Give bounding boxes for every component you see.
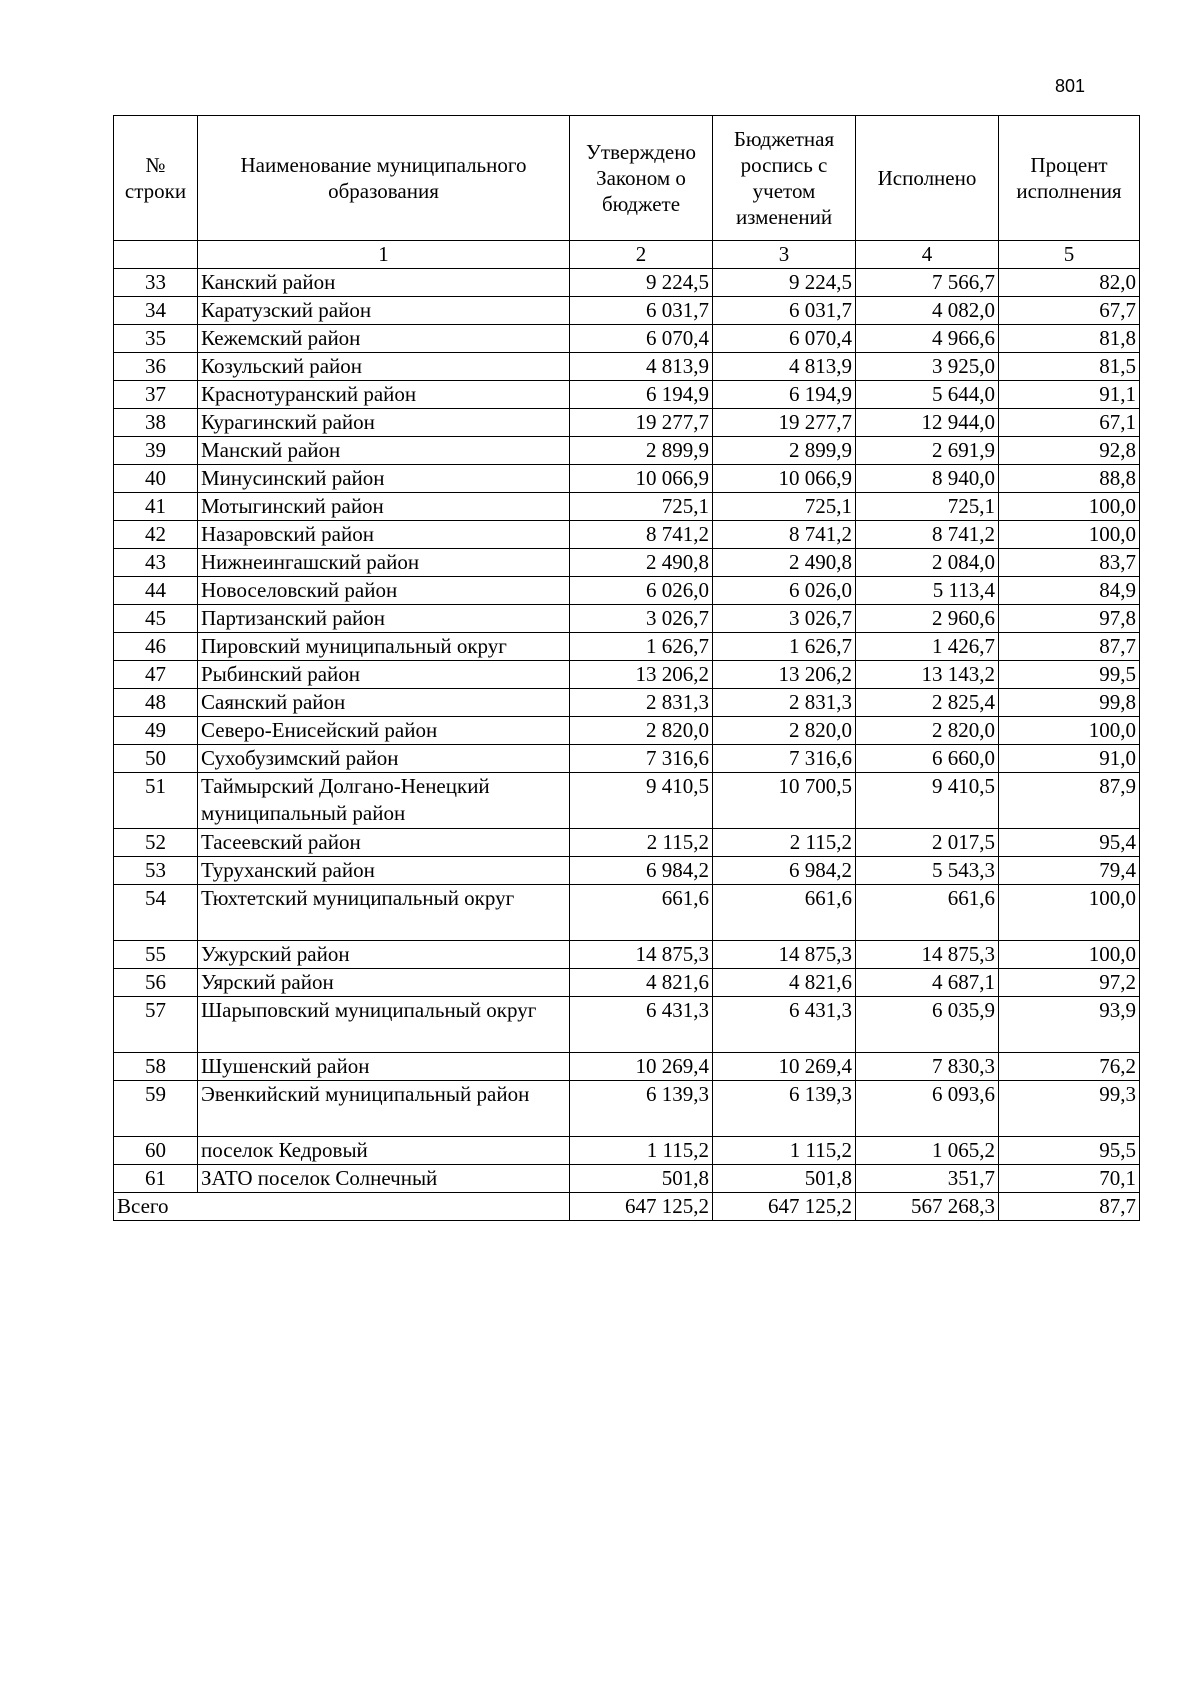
executed-value: 4 082,0 [856, 297, 999, 325]
table-row [114, 381, 1140, 409]
executed-value: 2 820,0 [856, 717, 999, 745]
column-number: 2 [570, 241, 713, 269]
executed-value: 6 035,9 [856, 997, 999, 1053]
executed-value: 7 830,3 [856, 1053, 999, 1081]
percent-value: 87,7 [999, 633, 1140, 661]
executed-value: 4 687,1 [856, 969, 999, 997]
municipality-name: Партизанский район [198, 605, 570, 633]
approved-value: 6 070,4 [570, 325, 713, 353]
percent-value: 79,4 [999, 857, 1140, 885]
percent-value: 81,8 [999, 325, 1140, 353]
approved-value: 2 831,3 [570, 689, 713, 717]
column-number: 1 [198, 241, 570, 269]
municipality-name: Нижнеингашский район [198, 549, 570, 577]
row-number: 44 [114, 577, 198, 605]
schedule-value: 19 277,7 [713, 409, 856, 437]
table-row [114, 325, 1140, 353]
percent-value: 67,1 [999, 409, 1140, 437]
executed-value: 6 093,6 [856, 1081, 999, 1137]
percent-value: 95,5 [999, 1137, 1140, 1165]
row-number: 45 [114, 605, 198, 633]
approved-value: 7 316,6 [570, 745, 713, 773]
approved-value: 4 821,6 [570, 969, 713, 997]
row-number: 33 [114, 269, 198, 297]
municipality-name: Туруханский район [198, 857, 570, 885]
percent-value: 100,0 [999, 717, 1140, 745]
schedule-value: 2 831,3 [713, 689, 856, 717]
approved-value: 10 269,4 [570, 1053, 713, 1081]
row-number: 59 [114, 1081, 198, 1137]
row-number: 48 [114, 689, 198, 717]
municipality-name: Шушенский район [198, 1053, 570, 1081]
approved-value: 6 431,3 [570, 997, 713, 1053]
row-number: 60 [114, 1137, 198, 1165]
row-number: 55 [114, 941, 198, 969]
executed-value: 661,6 [856, 885, 999, 941]
header-name: Наименование муниципального образования [198, 116, 570, 241]
schedule-value: 3 026,7 [713, 605, 856, 633]
table-row [114, 353, 1140, 381]
table-row [114, 269, 1140, 297]
table-row [114, 1137, 1140, 1165]
percent-value: 76,2 [999, 1053, 1140, 1081]
percent-value: 88,8 [999, 465, 1140, 493]
municipality-name: Шарыповский муниципальный округ [198, 997, 570, 1053]
row-number: 51 [114, 773, 198, 829]
schedule-value: 9 224,5 [713, 269, 856, 297]
row-number: 36 [114, 353, 198, 381]
table-row [114, 1081, 1140, 1137]
row-number: 41 [114, 493, 198, 521]
schedule-value: 8 741,2 [713, 521, 856, 549]
percent-value: 99,5 [999, 661, 1140, 689]
executed-value: 12 944,0 [856, 409, 999, 437]
header-percent: Процент исполнения [999, 116, 1140, 241]
schedule-value: 725,1 [713, 493, 856, 521]
header-executed: Исполнено [856, 116, 999, 241]
schedule-value: 2 490,8 [713, 549, 856, 577]
executed-value: 2 084,0 [856, 549, 999, 577]
table-row [114, 1165, 1140, 1193]
approved-value: 14 875,3 [570, 941, 713, 969]
municipality-name: Курагинский район [198, 409, 570, 437]
executed-value: 5 644,0 [856, 381, 999, 409]
percent-value: 87,9 [999, 773, 1140, 829]
schedule-value: 4 821,6 [713, 969, 856, 997]
executed-value: 6 660,0 [856, 745, 999, 773]
schedule-value: 661,6 [713, 885, 856, 941]
percent-value: 67,7 [999, 297, 1140, 325]
approved-value: 3 026,7 [570, 605, 713, 633]
executed-value: 2 960,6 [856, 605, 999, 633]
percent-value: 100,0 [999, 493, 1140, 521]
schedule-value: 10 066,9 [713, 465, 856, 493]
executed-value: 7 566,7 [856, 269, 999, 297]
executed-value: 2 825,4 [856, 689, 999, 717]
total-label: Всего [114, 1193, 570, 1221]
table-row [114, 829, 1140, 857]
schedule-value: 2 820,0 [713, 717, 856, 745]
percent-value: 92,8 [999, 437, 1140, 465]
executed-value: 8 940,0 [856, 465, 999, 493]
executed-value: 5 543,3 [856, 857, 999, 885]
approved-value: 2 820,0 [570, 717, 713, 745]
municipality-name: Мотыгинский район [198, 493, 570, 521]
table-row [114, 997, 1140, 1053]
table-header-row [114, 116, 1140, 241]
total-executed: 567 268,3 [856, 1193, 999, 1221]
table-row [114, 605, 1140, 633]
approved-value: 4 813,9 [570, 353, 713, 381]
schedule-value: 6 026,0 [713, 577, 856, 605]
table-row [114, 409, 1140, 437]
percent-value: 91,0 [999, 745, 1140, 773]
header-row-no: № строки [114, 116, 198, 241]
approved-value: 6 026,0 [570, 577, 713, 605]
percent-value: 81,5 [999, 353, 1140, 381]
row-number: 35 [114, 325, 198, 353]
column-number: 3 [713, 241, 856, 269]
budget-execution-table [113, 115, 1140, 1221]
row-number: 53 [114, 857, 198, 885]
table-row [114, 661, 1140, 689]
executed-value: 1 065,2 [856, 1137, 999, 1165]
schedule-value: 14 875,3 [713, 941, 856, 969]
row-number: 38 [114, 409, 198, 437]
row-number: 58 [114, 1053, 198, 1081]
row-number: 47 [114, 661, 198, 689]
approved-value: 725,1 [570, 493, 713, 521]
table-row [114, 577, 1140, 605]
row-number: 56 [114, 969, 198, 997]
municipality-name: Сухобузимский район [198, 745, 570, 773]
column-number: 5 [999, 241, 1140, 269]
schedule-value: 1 115,2 [713, 1137, 856, 1165]
percent-value: 91,1 [999, 381, 1140, 409]
approved-value: 8 741,2 [570, 521, 713, 549]
schedule-value: 2 899,9 [713, 437, 856, 465]
percent-value: 82,0 [999, 269, 1140, 297]
schedule-value: 6 194,9 [713, 381, 856, 409]
table-row [114, 689, 1140, 717]
column-number [114, 241, 198, 269]
table-row [114, 521, 1140, 549]
row-number: 61 [114, 1165, 198, 1193]
municipality-name: Пировский муниципальный округ [198, 633, 570, 661]
municipality-name: Эвенкийский муниципальный район [198, 1081, 570, 1137]
percent-value: 99,8 [999, 689, 1140, 717]
schedule-value: 6 070,4 [713, 325, 856, 353]
approved-value: 661,6 [570, 885, 713, 941]
municipality-name: Северо-Енисейский район [198, 717, 570, 745]
executed-value: 1 426,7 [856, 633, 999, 661]
schedule-value: 2 115,2 [713, 829, 856, 857]
executed-value: 13 143,2 [856, 661, 999, 689]
total-row [114, 1193, 1140, 1221]
approved-value: 10 066,9 [570, 465, 713, 493]
schedule-value: 1 626,7 [713, 633, 856, 661]
percent-value: 95,4 [999, 829, 1140, 857]
schedule-value: 6 431,3 [713, 997, 856, 1053]
executed-value: 3 925,0 [856, 353, 999, 381]
executed-value: 5 113,4 [856, 577, 999, 605]
header-approved: Утверждено Законом о бюджете [570, 116, 713, 241]
executed-value: 2 017,5 [856, 829, 999, 857]
column-number: 4 [856, 241, 999, 269]
municipality-name: ЗАТО поселок Солнечный [198, 1165, 570, 1193]
municipality-name: Уярский район [198, 969, 570, 997]
schedule-value: 10 700,5 [713, 773, 856, 829]
percent-value: 100,0 [999, 521, 1140, 549]
approved-value: 2 490,8 [570, 549, 713, 577]
table-row [114, 745, 1140, 773]
percent-value: 93,9 [999, 997, 1140, 1053]
table-row [114, 549, 1140, 577]
percent-value: 99,3 [999, 1081, 1140, 1137]
schedule-value: 6 139,3 [713, 1081, 856, 1137]
total-percent: 87,7 [999, 1193, 1140, 1221]
approved-value: 6 984,2 [570, 857, 713, 885]
row-number: 50 [114, 745, 198, 773]
table-row [114, 297, 1140, 325]
row-number: 37 [114, 381, 198, 409]
schedule-value: 501,8 [713, 1165, 856, 1193]
table-row [114, 465, 1140, 493]
approved-value: 6 139,3 [570, 1081, 713, 1137]
municipality-name: Канский район [198, 269, 570, 297]
approved-value: 6 031,7 [570, 297, 713, 325]
approved-value: 6 194,9 [570, 381, 713, 409]
schedule-value: 7 316,6 [713, 745, 856, 773]
approved-value: 9 224,5 [570, 269, 713, 297]
executed-value: 2 691,9 [856, 437, 999, 465]
table-row [114, 857, 1140, 885]
executed-value: 14 875,3 [856, 941, 999, 969]
municipality-name: Новоселовский район [198, 577, 570, 605]
table-row [114, 969, 1140, 997]
row-number: 52 [114, 829, 198, 857]
approved-value: 1 115,2 [570, 1137, 713, 1165]
row-number: 34 [114, 297, 198, 325]
header-budget-schedule: Бюджетная роспись с учетом изменений [713, 116, 856, 241]
percent-value: 100,0 [999, 885, 1140, 941]
municipality-name: Таймырский Долгано-Ненецкий муниципальный район [198, 773, 570, 829]
municipality-name: Манский район [198, 437, 570, 465]
percent-value: 100,0 [999, 941, 1140, 969]
percent-value: 97,2 [999, 969, 1140, 997]
municipality-name: Минусинский район [198, 465, 570, 493]
schedule-value: 6 031,7 [713, 297, 856, 325]
row-number: 49 [114, 717, 198, 745]
percent-value: 97,8 [999, 605, 1140, 633]
executed-value: 351,7 [856, 1165, 999, 1193]
municipality-name: Краснотуранский район [198, 381, 570, 409]
table-row [114, 1053, 1140, 1081]
percent-value: 70,1 [999, 1165, 1140, 1193]
page-number: 801 [1055, 76, 1086, 96]
schedule-value: 6 984,2 [713, 857, 856, 885]
column-number-row [114, 241, 1140, 269]
percent-value: 84,9 [999, 577, 1140, 605]
municipality-name: Каратузский район [198, 297, 570, 325]
approved-value: 13 206,2 [570, 661, 713, 689]
schedule-value: 4 813,9 [713, 353, 856, 381]
executed-value: 8 741,2 [856, 521, 999, 549]
row-number: 46 [114, 633, 198, 661]
total-schedule: 647 125,2 [713, 1193, 856, 1221]
percent-value: 83,7 [999, 549, 1140, 577]
total-approved: 647 125,2 [570, 1193, 713, 1221]
municipality-name: Рыбинский район [198, 661, 570, 689]
municipality-name: Саянский район [198, 689, 570, 717]
row-number: 57 [114, 997, 198, 1053]
table-row [114, 717, 1140, 745]
table-row [114, 633, 1140, 661]
municipality-name: Тюхтетский муниципальный округ [198, 885, 570, 941]
executed-value: 725,1 [856, 493, 999, 521]
executed-value: 9 410,5 [856, 773, 999, 829]
approved-value: 9 410,5 [570, 773, 713, 829]
approved-value: 2 115,2 [570, 829, 713, 857]
municipality-name: Козульский район [198, 353, 570, 381]
schedule-value: 13 206,2 [713, 661, 856, 689]
table-row [114, 437, 1140, 465]
municipality-name: Кежемский район [198, 325, 570, 353]
table-row [114, 493, 1140, 521]
row-number: 40 [114, 465, 198, 493]
approved-value: 2 899,9 [570, 437, 713, 465]
approved-value: 1 626,7 [570, 633, 713, 661]
row-number: 43 [114, 549, 198, 577]
table-row [114, 885, 1140, 941]
table-row [114, 941, 1140, 969]
municipality-name: Тасеевский район [198, 829, 570, 857]
municipality-name: поселок Кедровый [198, 1137, 570, 1165]
row-number: 42 [114, 521, 198, 549]
executed-value: 4 966,6 [856, 325, 999, 353]
schedule-value: 10 269,4 [713, 1053, 856, 1081]
municipality-name: Ужурский район [198, 941, 570, 969]
approved-value: 501,8 [570, 1165, 713, 1193]
row-number: 54 [114, 885, 198, 941]
approved-value: 19 277,7 [570, 409, 713, 437]
table-row [114, 773, 1140, 829]
municipality-name: Назаровский район [198, 521, 570, 549]
row-number: 39 [114, 437, 198, 465]
